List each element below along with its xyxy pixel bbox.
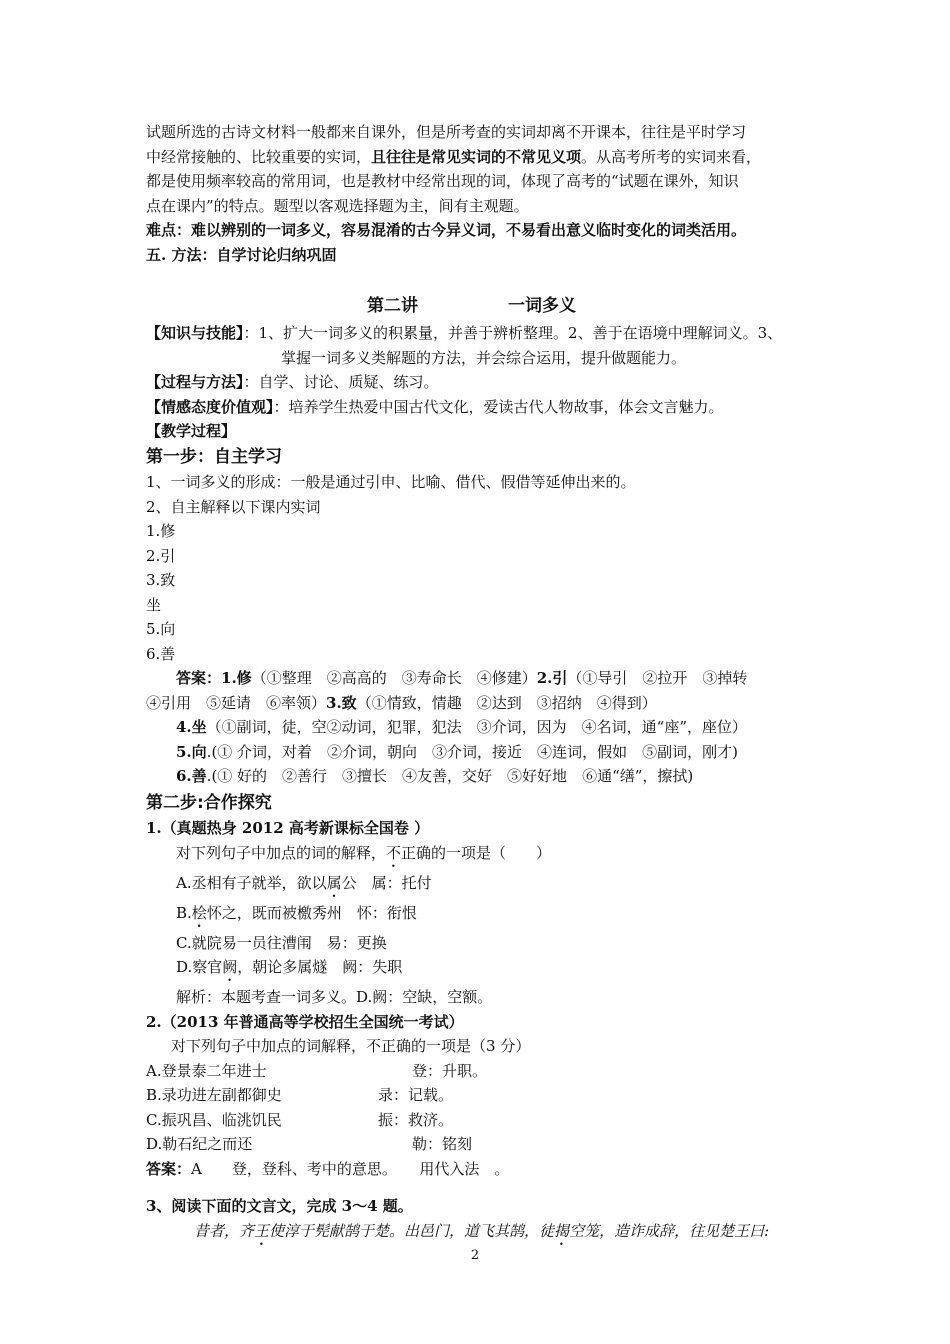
q1-stem [146, 841, 816, 871]
intro-text: 都是使用频率较高的常用词，也是教材中经常出现的词，体现了高考的“试题在课外，知识 [146, 172, 739, 190]
process-label: 【过程与方法】 [146, 373, 244, 391]
page-number: 2 [470, 1248, 480, 1263]
answer-text: A 登，登科、考中的意思。 用代入法 。 [191, 1159, 510, 1178]
word-item [146, 519, 816, 544]
knowledge-text: ：1、扩大一词多义的积累量，并善于辨析整理。2、善于在语境中理解词义。3、 [243, 324, 783, 342]
process-text: ：自学、讨论、质疑、练习。 [243, 373, 439, 391]
emotion-text: ：培养学生热爱中国古代文化，爱读古代人物故事，体会文言魅力。 [273, 397, 724, 416]
q1-option-a [146, 871, 816, 901]
word-item [146, 593, 816, 618]
answer-word: 1.修 [221, 669, 252, 687]
emotion-label: 【情感态度价值观】 [146, 397, 274, 416]
option-text: B.录功进左副都御史 [146, 1086, 282, 1104]
q1-title [146, 816, 816, 841]
q1-title-text: 1.（真题热身 2012 高考新课标全国卷 ） [146, 819, 430, 837]
word-item [146, 617, 816, 642]
answer-line-2 [146, 691, 816, 716]
step1-section [146, 444, 816, 789]
q2-title [146, 1010, 816, 1035]
answer-word: 6.善 [176, 767, 207, 785]
emphasis-dot-char: 属 [326, 873, 342, 892]
step2-section [146, 790, 816, 1181]
answer-word: 4.坐 [176, 718, 207, 736]
option-text: D.察官 [176, 958, 223, 976]
q2-option [146, 1083, 816, 1108]
objectives-section [146, 321, 816, 444]
q3-section [146, 1194, 816, 1249]
word-text: 3.致 [146, 571, 176, 589]
option-gloss: 登：升职。 [412, 1061, 488, 1080]
intro-line-2 [146, 145, 816, 170]
option-text: A.登景泰二年进士 [146, 1061, 267, 1080]
q1-stem-text: 对下列句子中加点的词的解释， [176, 843, 387, 862]
knowledge-label: 【知识与技能】 [146, 324, 244, 342]
q3-title-text: 3、阅读下面的文言文，完成 3～4 题。 [146, 1197, 413, 1215]
option-gloss: 勒：铭刻 [412, 1135, 473, 1153]
intro-line-4 [146, 194, 816, 219]
answer-text: （①导引 ②拉开 ③掉转 [567, 669, 748, 687]
difficulty-text: 难以辨别的一词多义，容易混淆的古今异义词，不易看出意义临时变化的词类活用。 [191, 221, 747, 239]
step2-title [146, 790, 816, 816]
emphasis-dot-char: 不 [386, 843, 402, 862]
difficulty-line [146, 218, 816, 243]
intro-text: 中经常接触的、比较重要的实词， [146, 147, 372, 166]
step1-item-text: 1、一词多义的形成：一般是通过引申、比喻、借代、假借等延伸出来的。 [146, 473, 636, 491]
answer-label: 答案： [146, 1159, 192, 1178]
answer-word: 2.引 [536, 669, 568, 687]
difficulty-label: 难点： [146, 221, 192, 239]
emphasis-dot-char: 王 [254, 1221, 270, 1240]
answer-line-1 [146, 666, 816, 691]
process-line [146, 370, 816, 395]
step1-item-text: 2、自主解释以下课内实词 [146, 497, 321, 516]
emphasis-dot-char: 阙 [222, 958, 238, 976]
passage-text: 昔者，齐 [194, 1221, 255, 1240]
intro-text: 。从高考所考的实词来看， [581, 147, 762, 166]
word-item [146, 544, 816, 569]
answer-line-4 [146, 740, 816, 765]
intro-bold-text: 且往往是常见实词的不常见义项 [371, 147, 582, 166]
word-text: 1.修 [146, 522, 176, 540]
passage-text: 使淳于髡献鹄于楚。出邑门，道飞其鹄，徒 [269, 1221, 555, 1240]
lecture-title-topic: 一词多义 [508, 296, 576, 316]
option-gloss: 振：救济。 [378, 1110, 454, 1129]
step2-title-text: 第二步:合作探究 [146, 793, 272, 813]
passage-text: 空笼，造诈成辞，往见楚王曰: [569, 1221, 770, 1240]
emphasis-dot-char: 揭 [554, 1221, 570, 1240]
q3-passage [146, 1219, 816, 1249]
method-text: 五. 方法：自学讨论归纳巩固 [146, 245, 337, 264]
q1-option-c [146, 931, 816, 956]
option-text: A.丞相有子就举，欲以 [176, 873, 327, 892]
knowledge-text: 掌握一词多义类解题的方法，并会综合运用，提升做题能力。 [281, 348, 687, 367]
intro-text: 点在课内”的特点。题型以客观选择题为主，间有主观题。 [146, 196, 529, 215]
q2-option [146, 1108, 816, 1133]
method-line [146, 243, 816, 268]
q1-option-b [146, 901, 816, 931]
analysis-text: 解析：本题考查一词多义。D.阙：空缺，空额。 [176, 988, 493, 1006]
answer-text: （①情致，情趣 ②达到 ③招纳 ④得到） [356, 693, 657, 712]
intro-line-1 [146, 120, 816, 145]
word-item [146, 568, 816, 593]
step1-item-2 [146, 495, 816, 520]
q2-answer [146, 1157, 816, 1182]
word-text: 5.向 [146, 620, 176, 638]
word-text: 2.引 [146, 546, 176, 565]
intro-line-3 [146, 169, 816, 194]
word-text: 坐 [146, 595, 162, 614]
answer-line-3 [146, 715, 816, 740]
lecture-title-number: 第二讲 [367, 296, 418, 316]
answer-text: （①整理 ②高高的 ③寿命长 ④修建） [251, 669, 537, 687]
q3-title [146, 1194, 816, 1219]
option-text: B. [176, 903, 192, 922]
emphasis-dot-char: 桧 [191, 903, 207, 922]
option-text: C.就院易一员往漕闱 易：更换 [176, 933, 387, 952]
answer-line-5 [146, 764, 816, 789]
option-text: 公 属：托付 [341, 873, 432, 892]
word-text: 6.善 [146, 644, 176, 663]
step1-title [146, 444, 816, 470]
answer-word: 5.向 [176, 742, 207, 761]
q1-option-d [146, 955, 816, 985]
answer-text: ④引用 ⑤延请 ⑥率领） [146, 693, 327, 712]
q2-title-text: 2.（2013 年普通高等学校招生全国统一考试） [146, 1012, 464, 1031]
option-text: ，朝论多属燧 阙：失职 [237, 958, 403, 976]
step1-title-text: 第一步：自主学习 [146, 447, 282, 467]
q1-analysis [146, 985, 816, 1010]
option-text: C.振巩昌、临洮饥民 [146, 1110, 282, 1129]
teaching-line [146, 419, 816, 444]
answer-word: 3.致 [326, 693, 357, 712]
q2-stem-text: 对下列句子中加点的词解释，不正确的一项是（3 分） [171, 1037, 531, 1055]
answer-label: 答案： [176, 669, 222, 687]
option-text: D.勒石纪之而还 [146, 1135, 253, 1153]
q1-stem-text: 正确的一项是（ ） [401, 843, 552, 862]
q2-stem [146, 1034, 816, 1059]
q2-option [146, 1059, 816, 1084]
knowledge-line [146, 321, 816, 346]
answer-text: .(① 好的 ②善行 ③擅长 ④友善，交好 ⑤好好地 ⑥通“缮”，擦拭) [206, 767, 694, 785]
emotion-line [146, 395, 816, 420]
intro-section [146, 120, 816, 267]
option-text: 怀之，既而被檄秀州 怀：衔恨 [206, 903, 417, 922]
knowledge-line-2 [146, 346, 816, 371]
step1-item-1 [146, 470, 816, 495]
word-item [146, 642, 816, 667]
option-gloss: 录：记载。 [378, 1086, 454, 1104]
teaching-label: 【教学过程】 [146, 422, 237, 440]
answer-text: （①副词，徒，空②动词，犯罪，犯法 ③介词，因为 ④名词，通“座”，座位） [206, 718, 748, 736]
q2-option [146, 1132, 816, 1157]
intro-text: 试题所选的古诗文材料一般都来自课外，但是所考查的实词却离不开课本，往往是平时学习 [146, 123, 747, 141]
answer-text: .(① 介词，对着 ②介词，朝向 ③介词，接近 ④连词，假如 ⑤副词，刚才) [206, 742, 738, 761]
